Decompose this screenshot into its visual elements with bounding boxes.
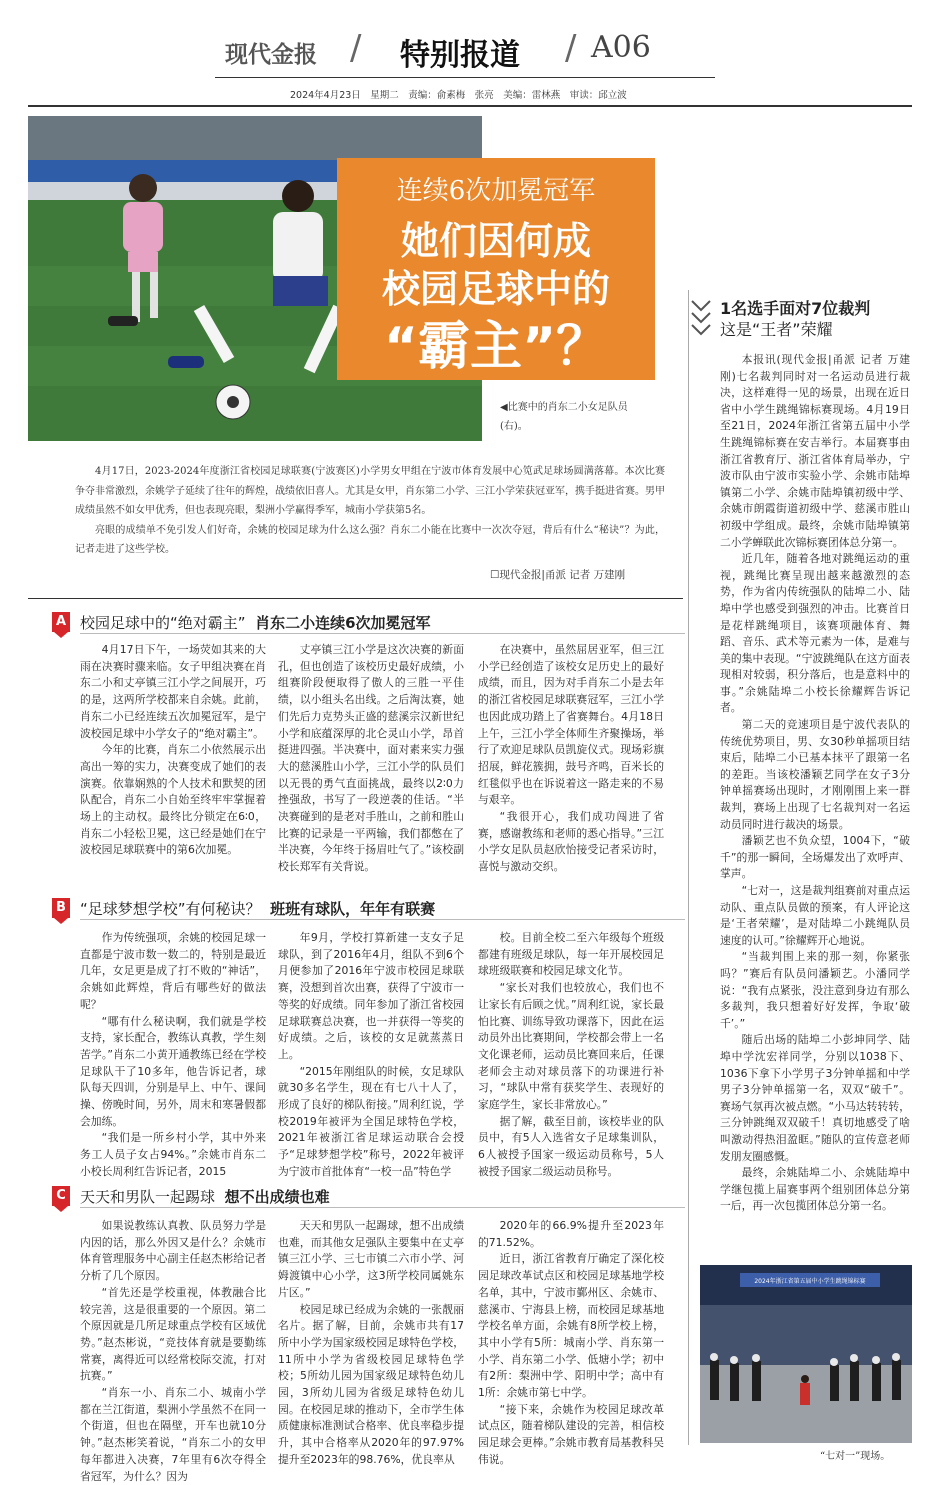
section-subtitle: 肖东二小连续6次加冕冠军	[255, 614, 431, 632]
paragraph: “我很开心，我们成功闯进了省赛，感谢教练和老师的悉心指导。”三江小学女足队员赵欣怡接受记者采访时，喜悦与激动交织。	[478, 810, 664, 874]
paragraph: 校。目前全校二至六年级每个班级都建有班级足球队，每一年开展校园足球班级联赛和校园足球文化节。	[478, 931, 664, 978]
paragraph: “2015年刚组队的时候，女足球队就30多名学生，现在有七八十人了，形成了良好的梯队衔接。”周利红说，学校2019年被评为全国足球特色学校，2021年被浙江省足球运动联合会授予“足球梦想学校”称号，2022年被评为宁波市首批体育“一校一品”特色学	[278, 1064, 464, 1178]
paragraph: 作为传统强项，余姚的校园足球一直都是宁波市数一数二的，特别是最近几年，女足更是成了打不败的“神话”，余姚如此辉煌，背后有哪些好的做法呢？	[80, 931, 266, 1011]
top-rule	[28, 105, 912, 107]
section-b-heading	[80, 898, 435, 919]
headline-line-2: 校园足球中的	[381, 267, 610, 311]
header-rule	[215, 77, 715, 78]
section-letter-a: A	[52, 612, 70, 632]
paragraph: 校园足球已经成为余姚的一张靓丽名片。据了解，目前，余姚市共有17所中小学为国家级校园足球特色学校，11所中小学为省级校园足球特色学校；5所幼儿园为国家级足球特色幼儿园，3所幼儿园为省级足球特色幼儿园。在校园足球的推动下，全市学生体质健康标准测试合格率、优良率稳步提升，其中合格率从2020年的97.97%提升至2023年的98.76%，优良率从	[278, 1302, 464, 1466]
photo-caption: ◀比赛中的肖东二小女足队员(右)。	[500, 402, 628, 432]
paragraph: 2020年的66.9%提升至2023年的71.52%。	[478, 1219, 664, 1249]
sidebar-article	[720, 352, 910, 1215]
paragraph: “首先还是学校重视，体教融合比较完善，这是很重要的一个原因。第二个原因就是几所足球重点学校有区域优势。”赵杰彬说，“竞技体育就是要勤练常赛，离得近可以经常校际交流，打对抗赛。”	[80, 1285, 266, 1383]
paragraph: 潘颖艺也不负众望，1004下，“破千”的那一瞬间，全场爆发出了欢呼声、掌声。	[720, 834, 910, 881]
paragraph: “哪有什么秘诀啊，我们就是学校支持，家长配合，教练认真教，学生刻苦学。”肖东二小黄开通教练已经在学校足球队干了10多年，他告诉记者，球队每天四训，分别是早上、中午、课间操、傍晚时间，另外，周末和寒暑假都会加练。	[80, 1014, 266, 1128]
paragraph: 据了解，截至目前，该校毕业的队员中，有5人入选省女子足球集训队，6人被授予国家一级运动员称号，5人被授予国家二级运动员称号。	[478, 1114, 664, 1178]
paragraph: 年9月，学校打算新建一支女子足球队，到了2016年4月，组队不到6个月便参加了2016年宁波市校园足球联赛，没想到首次出赛，获得了宁波市一等奖的好成绩。同年参加了浙江省校园足球联赛总决赛，也一并获得一等奖的好成绩。之后，该校的女足就蒸蒸日上。	[278, 931, 464, 1061]
section-a-column-1	[80, 642, 266, 859]
section-subtitle: 想不出成绩也难	[224, 1188, 330, 1206]
section-c-column-2	[278, 1218, 464, 1469]
headline-box	[337, 158, 655, 380]
section-c-column-1	[80, 1218, 266, 1485]
paragraph: 天天和男队一起踢球，想不出成绩也难，而其他女足强队主要集中在丈亭镇三江小学、三七市镇二六市小学、河姆渡镇中心小学，这3所学校同属姚东片区。”	[278, 1219, 464, 1299]
paragraph: “家长对我们也较放心，我们也不让家长有后顾之忧。”周利红说，家长最怕比赛、训练导致功课落下，因此在运动员外出比赛期间，学校都会带上一名文化课老师，运动员比赛回来后，任课老师会主动对球员落下的功课进行补习，“球队中常有获奖学生、表现好的家庭学生，家长非常放心。”	[478, 981, 664, 1112]
paragraph: 随后出场的陆埠二小彭坤同学、陆埠中学沈宏祥同学，分别以1038下、1036下拿下小学男子3分钟单摇和中学男子3分钟单摇第一名，双双“破千”。赛场气氛再次被点燃。“小马达转转转，三分钟跳绳双双破千！真切地感受了啥叫激动得热泪盈眶。”随队的宣传意老师发朋友圈感慨。	[720, 1033, 910, 1163]
paragraph: 最终，余姚陆埠二小、余姚陆埠中学继包揽上届赛事两个组别团体总分第一后，再一次包揽团体总分第一名。	[720, 1166, 910, 1213]
sidebar-divider	[688, 290, 689, 1445]
masthead-paper-name: 现代金报	[225, 41, 317, 68]
section-letter-b: B	[52, 898, 70, 918]
section-marker-icon	[54, 1206, 68, 1212]
dateline: 2024年4月23日 星期二 责编：俞素梅 张亮 美编：雷林燕 审读：邱立波	[290, 90, 627, 101]
sidebar-headline: 1名选手面对7位裁判	[720, 299, 871, 318]
byline: ☐现代金报|甬派 记者 万建刚	[490, 569, 626, 581]
section-letter-c: C	[52, 1186, 70, 1206]
masthead	[225, 28, 705, 76]
masthead-page-number: A06	[591, 30, 651, 65]
section-subtitle: 班班有球队，年年有联赛	[270, 900, 436, 918]
headline-line-1: 她们因何成	[400, 219, 591, 263]
paragraph: 如果说教练认真教、队员努力学是内因的话，那么外因又是什么？余姚市体育管理服务中心副主任赵杰彬给记者分析了几个原因。	[80, 1219, 266, 1283]
section-rule	[80, 633, 685, 634]
section-title: 天天和男队一起踢球	[80, 1188, 216, 1206]
section-rule	[80, 1207, 685, 1208]
paragraph: “接下来，余姚作为校园足球改革试点区，随着梯队建设的完善，相信校园足球会更棒。”余姚市教育局基教科吴伟说。	[478, 1402, 664, 1466]
section-marker-icon	[54, 918, 68, 924]
masthead-section: 特别报道	[400, 38, 520, 73]
paragraph: 近日，浙江省教育厅确定了深化校园足球改革试点区和校园足球基地学校名单，其中，宁波市鄞州区、余姚市、慈溪市、宁海县上榜，而校园足球基地学校名单方面，余姚有8所学校上榜，其中小学有5所：城南小学、肖东第一小学、肖东第二小学、低塘小学；初中有2所：梨洲中学、阳明中学；高中有1所：余姚市第七中学。	[478, 1252, 664, 1400]
paragraph: “当裁判围上来的那一刻，你紧张吗？”赛后有队员问潘颖艺。小潘同学说：“我有点紧张，没注意到身边有那么多裁判，我只想着好好发挥，争取‘破千’。”	[720, 950, 910, 1030]
paragraph: 本报讯(现代金报|甬派 记者 万建刚)七名裁判同时对一名运动员进行裁决，这样难得一见的场景，出现在近日省中小学生跳绳锦标赛现场。4月19日至21日，2024年浙江省第五届中小学生跳绳锦标赛在安吉举行。本届赛事由浙江省教育厅、浙江省体育局举办，宁波市队由宁波市实验小学、余姚市陆埠镇第二小学、余姚市陆埠镇初级中学、余姚市朗霞街道初级中学、慈溪市胜山初级中学组成。最终，余姚市陆埠镇第二小学蝉联此次锦标赛团体总分第一。	[720, 353, 910, 549]
lede-paragraph: 亮眼的成绩单不免引发人们好奇，余姚的校园足球为什么这么强？肖东二小能在比赛中一次次夺冠，背后有什么“秘诀”？为此，记者走进了这些学校。	[75, 524, 665, 555]
paragraph: “七对一，这是裁判组赛前对重点运动队、重点队员做的预案，有人评论这是‘王者荣耀’，是对陆埠二小跳绳队员速度的认可。”徐耀辉开心地说。	[720, 884, 910, 947]
paragraph: “肖东一小、肖东二小、城南小学都在兰江街道，梨洲小学虽然不在同一个街道，但也在隔壁，开车也就10分钟。”赵杰彬笑着说，“肖东二小的女甲每年都进入决赛，7年里有6次夺得全省冠军，为什么？因为	[80, 1386, 266, 1483]
paragraph: 丈亭镇三江小学是这次决赛的新面孔，但也创造了该校历史最好成绩，小组赛阶段便取得了傲人的三胜一平佳绩，以小组头名出线。之后淘汰赛，她们先后力克势头正盛的慈溪宗汉新世纪小学和底蕴深厚的北仑灵山小学，昂首挺进四强。半决赛中，面对素来实力强大的慈溪胜山小学，三江小学的队员们以无畏的勇气直面挑战，最终以2∶0力挫强敌，书写了一段逆袭的佳话。“半决赛碰到的是老对手胜山，之前和胜山比赛的记录是一平两输，我们都憋在了半决赛，今年终于扬眉吐气了。”该校副校长郑军有关背说。	[278, 643, 464, 874]
banner-text: 2024年浙江省第五届中小学生跳绳锦标赛	[754, 1278, 866, 1285]
chevron-down-icon	[690, 299, 712, 339]
headline-kicker: 连续6次加冕冠军	[396, 176, 596, 206]
masthead-divider: /	[565, 28, 577, 68]
paragraph: 近几年，随着各地对跳绳运动的重视，跳绳比赛呈现出越来越激烈的态势，作为省内传统强队的陆埠二小、陆埠中学也感受到强烈的冲击。比赛首日是花样跳绳项目，该赛项融体育、舞蹈、音乐、武术等元素为一体，是难与美的集中表现。“宁波跳绳队在这方面表现相对较弱，积分落后，也是意料中的事。”余姚陆埠二小校长徐耀辉告诉记者。	[720, 552, 910, 715]
rope-skipping-scene	[700, 1265, 912, 1443]
section-title: 校园足球中的“绝对霸主”	[80, 614, 246, 632]
headline-line-3: “霸主”？	[383, 317, 609, 377]
section-b-column-3	[478, 930, 664, 1181]
paragraph: 4月17日下午，一场荧如其来的大雨在决赛时骤来临。女子甲组决赛在肖东二小和丈亭镇三江小学之间展开，巧的是，这两所学校都来自余姚。此前，肖东二小已经连续五次加冕冠军，是宁波校园足球中小学女子的“绝对霸主”。	[80, 643, 266, 740]
section-rule	[80, 919, 685, 920]
section-a-heading	[80, 612, 431, 633]
section-title: “足球梦想学校”有何秘诀？	[80, 900, 261, 918]
section-c-heading	[80, 1186, 330, 1207]
section-b-column-1	[80, 930, 266, 1181]
paragraph: 今年的比赛，肖东二小依然展示出高出一筹的实力，决赛变成了她们的表演赛。依靠娴熟的个人技术和默契的团队配合，肖东二小自始至终牢牢掌握着场上的主动权。最终比分锁定在6∶0，肖东二小轻松卫冕，这已经是她们在宁波校园足球联赛中的第6次加冕。	[80, 743, 266, 857]
sidebar-photo-caption: “七对一”现场。	[820, 1451, 891, 1462]
masthead-divider: /	[350, 28, 362, 68]
lede-paragraph: 4月17日，2023-2024年度浙江省校园足球联赛(宁波赛区)小学男女甲组在宁波市体育发展中心笕武足球场圆满落幕。本次比赛争夺非常激烈，余姚学子延续了往年的辉煌，战绩依旧喜人。尤其是女甲，肖东第二小学、三江小学荣获冠亚军，携手挺进省赛。男甲成绩虽然不如女甲优秀，但也表现亮眼，梨洲小学赢得季军，城南小学获第5名。	[75, 466, 665, 516]
section-c-column-3	[478, 1218, 664, 1469]
section-a-column-3	[478, 642, 664, 876]
section-marker-icon	[54, 632, 68, 638]
lede	[75, 462, 665, 560]
sidebar-photo	[700, 1265, 912, 1443]
section-a-column-2	[278, 642, 464, 876]
lede-rule	[28, 598, 683, 599]
paragraph: “我们是一所乡村小学，其中外来务工人员子女占94%。”余姚市肖东二小校长周利红告诉记者，2015	[80, 1131, 266, 1178]
section-b-column-2	[278, 930, 464, 1181]
sidebar-subheadline: 这是“王者”荣耀	[720, 320, 833, 339]
paragraph: 第二天的竞速项目是宁波代表队的传统优势项目，男、女30秒单摇项目结束后，陆埠二小已基本抹平了跟第一名的差距。当该校潘颖艺同学在女子3分钟单摇赛场出现时，才刚刚围上来一群裁判，赛场上出现了七名裁判对一名运动员同时进行裁决的场景。	[720, 718, 910, 831]
paragraph: 在决赛中，虽然屈居亚军，但三江小学已经创造了该校女足历史上的最好成绩，而且，因为对手肖东二小是去年的浙江省校园足球联赛冠军，三江小学也因此成功踏上了省赛舞台。4月18日上午，三江小学全体师生齐聚操场，举行了欢迎足球队员凯旋仪式。现场彩旗招展，鲜花簇拥，鼓号齐鸣，百米长的红毯似乎也在诉说着这一路走来的不易与艰辛。	[478, 643, 664, 807]
